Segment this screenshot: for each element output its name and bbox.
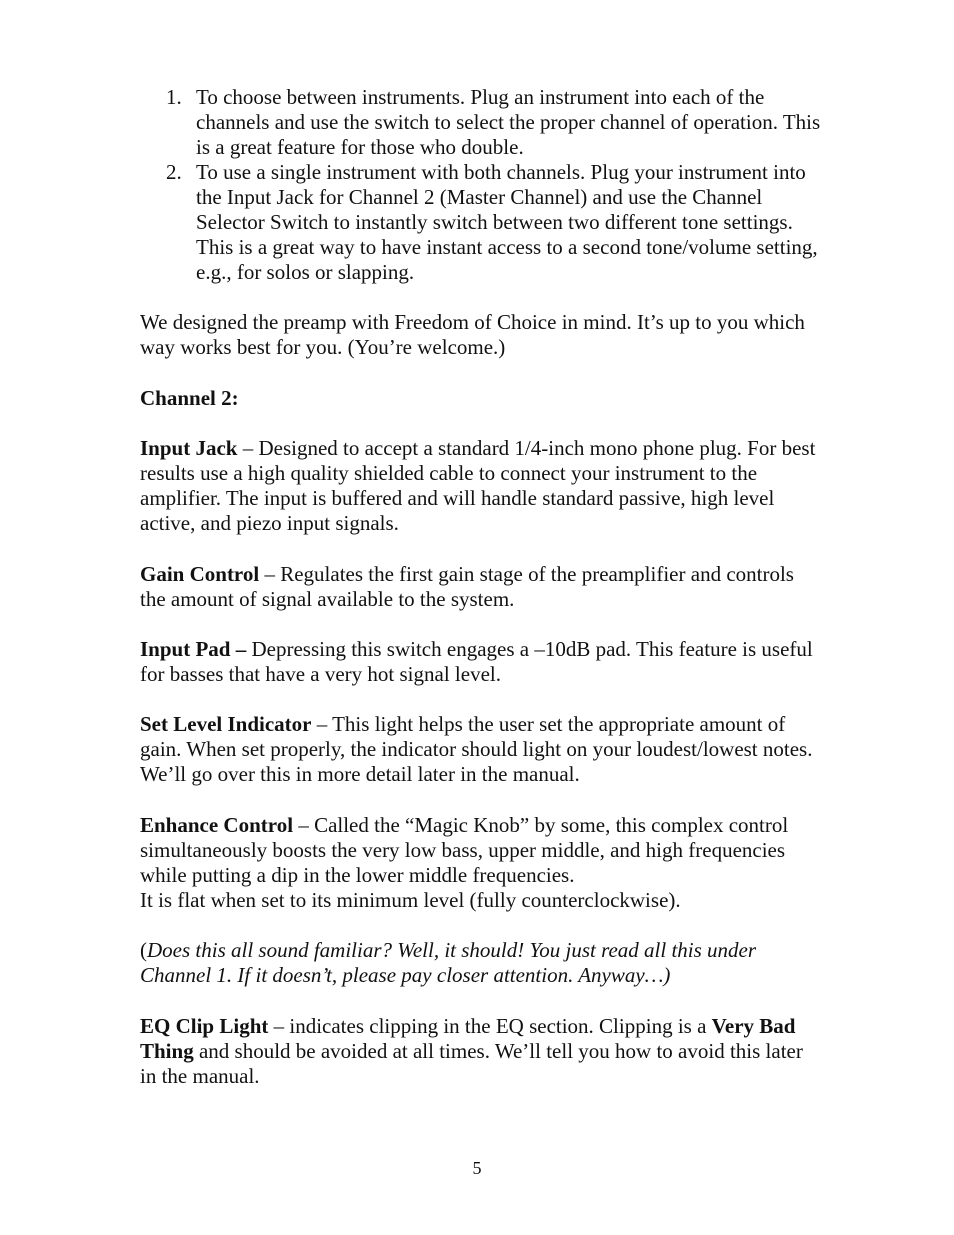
input-jack-paragraph (140, 436, 820, 536)
input-pad-paragraph (140, 637, 820, 687)
gain-control-text: – Regulates the first gain stage of the preamplifier and controls the amount of signal available to the system. (140, 562, 794, 611)
set-level-term: Set Level Indicator (140, 712, 312, 736)
input-pad-text: Depressing this switch engages a –10dB pad. This feature is useful for basses that have a very hot signal level. (140, 637, 813, 686)
set-level-text: – This light helps the user set the appropriate amount of gain. When set properly, the indicator should light on your loudest/lowest notes. We’ll go over this in more detail later in the manual. (140, 712, 813, 786)
gain-control-paragraph (140, 562, 820, 612)
list-item (166, 160, 826, 285)
enhance-control-text-2: It is flat when set to its minimum level (fully counterclockwise). (140, 888, 681, 912)
channel-heading: Channel 2: (140, 386, 239, 410)
freedom-paragraph: We designed the preamp with Freedom of Choice in mind. It’s up to you which way works best for you. (You’re welcome.) (140, 310, 805, 359)
eq-clip-term: EQ Clip Light (140, 1014, 269, 1038)
enhance-control-term: Enhance Control (140, 813, 294, 837)
input-jack-term: Input Jack (140, 436, 238, 460)
enhance-control-text: – Called the “Magic Knob” by some, this complex control simultaneously boosts the very low bass, upper middle, and high frequencies while putting a dip in the lower middle frequencies. (140, 813, 789, 887)
page-number: 5 (472, 1158, 482, 1178)
list-number: 1. (166, 85, 182, 109)
list-item-text: To use a single instrument with both channels. Plug your instrument into the Input Jack for Channel 2 (Master Channel) and use the Channel Selector Switch to instantly switch between two different tone settings. This is a great way to have instant access to a second tone/volume setting, e.g., for solos or slapping. (196, 160, 818, 284)
list-number: 2. (166, 160, 182, 184)
aside-paragraph (140, 938, 820, 988)
aside-italic-text: Does this all sound familiar? Well, it should! You just read all this under Channel 1. If it doesn’t, please pay closer attention. Anyway…) (140, 938, 757, 987)
eq-clip-text-2: and should be avoided at all times. We’ll tell you how to avoid this later in the manual. (140, 1039, 803, 1088)
input-jack-text: – Designed to accept a standard 1/4-inch mono phone plug. For best results use a high quality shielded cable to connect your instrument to the amplifier. The input is buffered and will handle standard passive, high level active, and piezo input signals. (140, 436, 816, 535)
eq-clip-paragraph (140, 1014, 820, 1089)
list-item-text: To choose between instruments. Plug an instrument into each of the channels and use the switch to select the proper channel of operation. This is a great feature for those who double. (196, 85, 821, 159)
input-pad-term: Input Pad – (140, 637, 247, 661)
eq-clip-text-1: – indicates clipping in the EQ section. Clipping is a (268, 1014, 712, 1038)
eq-clip-emphasis: Very Bad Thing (140, 1014, 796, 1063)
numbered-list (166, 85, 826, 285)
gain-control-term: Gain Control (140, 562, 260, 586)
aside-open-paren: ( (140, 938, 147, 962)
list-item (166, 85, 826, 160)
set-level-paragraph (140, 712, 820, 787)
enhance-control-paragraph (140, 813, 820, 913)
